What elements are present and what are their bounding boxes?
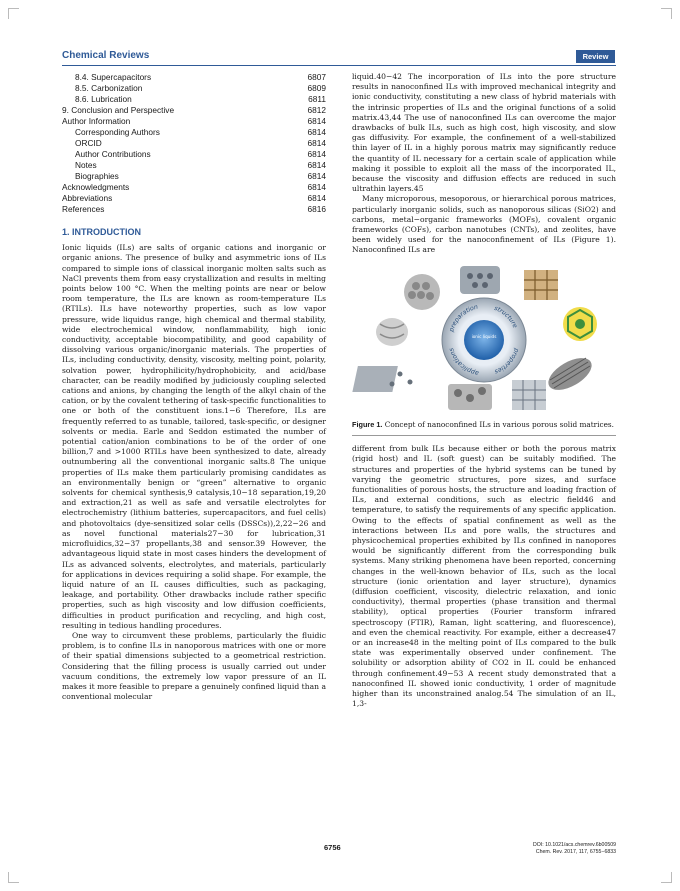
review-badge: Review (576, 50, 615, 63)
toc-label: ORCID (75, 138, 102, 148)
mof-image (512, 380, 546, 410)
left-column (62, 72, 326, 702)
toc-row[interactable] (62, 116, 326, 127)
right-paragraph-1: liquid.40−42 The incorporation of ILs into the pore structure results in nanoconfined ILs with improved mechanical integrity and ionic conductivity, constituting a new class of hybrid materials with the intrinsic properties of ILs and the original functions of a solid matrix.43,44 The use of nanoconfined ILs can overcome the major drawbacks of bulk ILs, such as high cost, high viscosity, and slow gas diffusivity. For example, the confinement of a well-stabilized thin layer of IL in a highly porous matrix may significantly reduce the quantity of IL necessary for a certain scale of application while making it possible to exploit all the mass of the incorporated IL, because the viscosity and diffusion effects are reduced in such ultrathin layers.45 (352, 72, 616, 194)
toc-page: 6814 (307, 193, 326, 203)
toc-page: 6814 (307, 127, 326, 137)
toc-page: 6814 (307, 182, 326, 192)
toc-page: 6812 (307, 105, 326, 115)
zeolite-image (563, 307, 597, 341)
crop-mark (8, 8, 19, 19)
toc-page: 6814 (307, 149, 326, 159)
toc-page: 6814 (307, 171, 326, 181)
ring-word-preparation: preparation (448, 303, 479, 333)
toc-label: Author Information (62, 116, 131, 126)
porous-plates-image (352, 366, 412, 392)
toc-row[interactable] (62, 94, 326, 105)
mesoporous-silica-image (460, 266, 500, 294)
nanotube-image (543, 351, 597, 396)
crop-mark (661, 8, 672, 19)
toc-row[interactable] (62, 72, 326, 83)
toc-row[interactable] (62, 149, 326, 160)
table-of-contents (62, 72, 326, 215)
crop-mark (661, 872, 672, 883)
caption-rule (352, 435, 616, 436)
toc-label: Abbreviations (62, 193, 113, 203)
toc-label: Author Contributions (75, 149, 151, 159)
right-column (352, 72, 616, 709)
journal-citation: Chem. Rev. 2017, 117, 6755−6833 (535, 849, 616, 855)
toc-row[interactable] (62, 138, 326, 149)
toc-row[interactable] (62, 105, 326, 116)
toc-row[interactable] (62, 182, 326, 193)
fiber-image (376, 318, 408, 346)
toc-page: 6811 (308, 94, 326, 104)
caption-label: Figure 1. (352, 419, 383, 429)
doi-link[interactable]: DOI: 10.1021/acs.chemrev.6b00509 (533, 842, 616, 848)
section-heading: 1. INTRODUCTION (62, 227, 142, 237)
toc-label: Corresponding Authors (75, 127, 160, 137)
figure-caption (352, 420, 616, 430)
toc-label: Acknowledgments (62, 182, 130, 192)
crop-mark (8, 872, 19, 883)
toc-page: 6814 (307, 138, 326, 148)
toc-page: 6814 (307, 116, 326, 126)
toc-label: 8.4. Supercapacitors (75, 72, 152, 82)
core-label: ionic liquids (471, 333, 497, 339)
toc-label: Notes (75, 160, 97, 170)
toc-label: 8.5. Carbonization (75, 83, 143, 93)
intro-paragraph-2: One way to circumvent these problems, particularly the fluidic problem, is to confine ILs in nanoporous matrices with one or more of their spatial dimensions subjected to a geometrical restriction. Considering that the filling process is usually carried out under vacuum conditions, the extremely low vapor pressure of an IL makes it more feasible to prepare a genuinely confined liquid than a conventional molecular (62, 630, 326, 702)
figure-1-graphic (352, 262, 616, 414)
ring-word-properties: properties (493, 346, 520, 375)
toc-label: 8.6. Lubrication (75, 94, 132, 104)
journal-title: Chemical Reviews (62, 50, 150, 61)
right-paragraph-3: different from bulk ILs because either or both the porous matrix (rigid host) and IL (soft guest) can be suitably modified. The structures and properties of the hybrid systems can be tuned by varying the geometric structures, pore sizes, and surface functionalities of porous hosts, the structure and loading fraction of ILs, and external conditions, such as electric field46 and temperature, to satisfy the requirements of any specific application. Owing to the effects of spatial confinement as well as the interactions between ILs and pore walls, the structures and physicochemical properties exhibited by ILs confined in nanopores would be significantly different from the corresponding bulk systems. Many striking phenomena have been reported, concerning changes in the well-known behavior of ILs, such as the local structure (ionic orientation and layer structure), dynamics (diffusion coefficient, viscosity, dielectric relaxation, and ionic conductivity), thermal properties (phase transition and thermal stability), optical properties (Fourier transform infrared spectroscopy (FTIR), Raman, light scattering, and fluorescence), and even the chemical reactivity. For example, either a decrease47 or an increase48 in the melting point of ILs compared to the bulk state was experimentally observed under confinement. The solubility or adsorption ability of CO2 in IL could be enhanced through confinement.49−53 A recent study demonstrated that a nanoconfined IL showed ionic conductivity, 1 order of magnitude higher than its unconstrained analog.54 The simulation of an IL, 1,3- (352, 444, 616, 709)
toc-page: 6807 (307, 72, 326, 82)
toc-label: 9. Conclusion and Perspective (62, 105, 175, 115)
toc-page: 6809 (307, 83, 326, 93)
carbon-image (448, 384, 492, 410)
ring-word-applications: applications (448, 346, 480, 377)
intro-paragraph-1: Ionic liquids (ILs) are salts of organic cations and inorganic or organic anions. The presence of bulky and asymmetric ions of ILs compared to simple ions of classical inorganic molten salts such as NaCl prevents them from easy crystallization and results in melting points below 100 °C. When the melting points are near or below room temperature, the ILs are known as room-temperature ILs (RTILs). ILs have noteworthy properties, such as low vapor pressure, wide liquidus range, high chemical and thermal stability, wide electrochemical window, nonflammability, high ionic conductivity, acceptable biocompatibility, and good capability of dissolving various organic/inorganic materials. The properties of ILs, including conductivity, density, viscosity, melting point, polarity, solvation power, hydrophilicity/hydrophobicity, and acid/base character, can be readily modified by judiciously coupling selected cations and anions, by changing the length of the alkyl chain of the cation, or by the covalent tethering of task-specific functionalities to one or both of the constituent ions.1−6 Therefore, ILs are frequently referred to as tunable, tailored, task-specific, or designer solvents or media. Earle and Seddon estimated the number of potential cation/anion combinations to be of the order of one billion,7 and >1000 RTILs have been synthesized to date, already outnumbering all the conventional inorganic salts.8 The unique properties of ILs make them particularly promising candidates as an environmentally benign or “green” alternative to organic solvents for chemical synthesis,9 catalysis,10−18 separation,19,20 and extraction,21 as well as safe and versatile electrolytes for electrochemistry (lithium batteries, supercapacitors, and fuel cells) and photovoltaics (dye-sensitized solar cells (DSSCs)),2,22−26 and as novel functional materials27−30 for lubrication,31 microfluidics,32−37 propellants,38 and sensor.39 However, the advantageous liquid state in most cases hinders the development of ILs as advanced solvents, electrolytes, and materials, particularly for applications in devices requiring a solid shape. For example, the liquid nature of an IL causes difficulties, such as packaging, leakage, and portability. Other drawbacks include rather specific properties, such as high viscosity and low diffusion coefficients, difficulties in product purification and recycling, and high cost, resulting in tedious handling procedures. (62, 243, 326, 630)
figure-1 (352, 262, 616, 414)
framework-image (524, 270, 558, 300)
toc-page: 6816 (307, 204, 326, 214)
page-number: 6756 (324, 843, 341, 852)
toc-row[interactable] (62, 127, 326, 138)
toc-row[interactable] (62, 160, 326, 171)
right-paragraph-2: Many microporous, mesoporous, or hierarchical porous matrices, particularly inorganic solids, such as nanoporous silicas (SiO2) and carbons, metal−organic frameworks (MOFs), covalent organic frameworks (COFs), carbon nanotubes (CNTs), and zeolites, have been widely used for the nanoconfinement of ILs (Figure 1). Nanoconfined ILs are (352, 194, 616, 255)
toc-row[interactable] (62, 204, 326, 215)
footer-citation (533, 842, 616, 856)
header-rule (62, 65, 616, 66)
toc-label: References (62, 204, 105, 214)
toc-row[interactable] (62, 171, 326, 182)
toc-row[interactable] (62, 193, 326, 204)
toc-row[interactable] (62, 83, 326, 94)
toc-label: Biographies (75, 171, 119, 181)
toc-page: 6814 (307, 160, 326, 170)
ring-word-structure: structure (493, 304, 519, 329)
caption-text: Concept of nanoconfined ILs in various porous solid matrices. (384, 419, 614, 429)
cnt-bundle-image (404, 274, 440, 310)
ionic-liquid-core (464, 320, 504, 360)
